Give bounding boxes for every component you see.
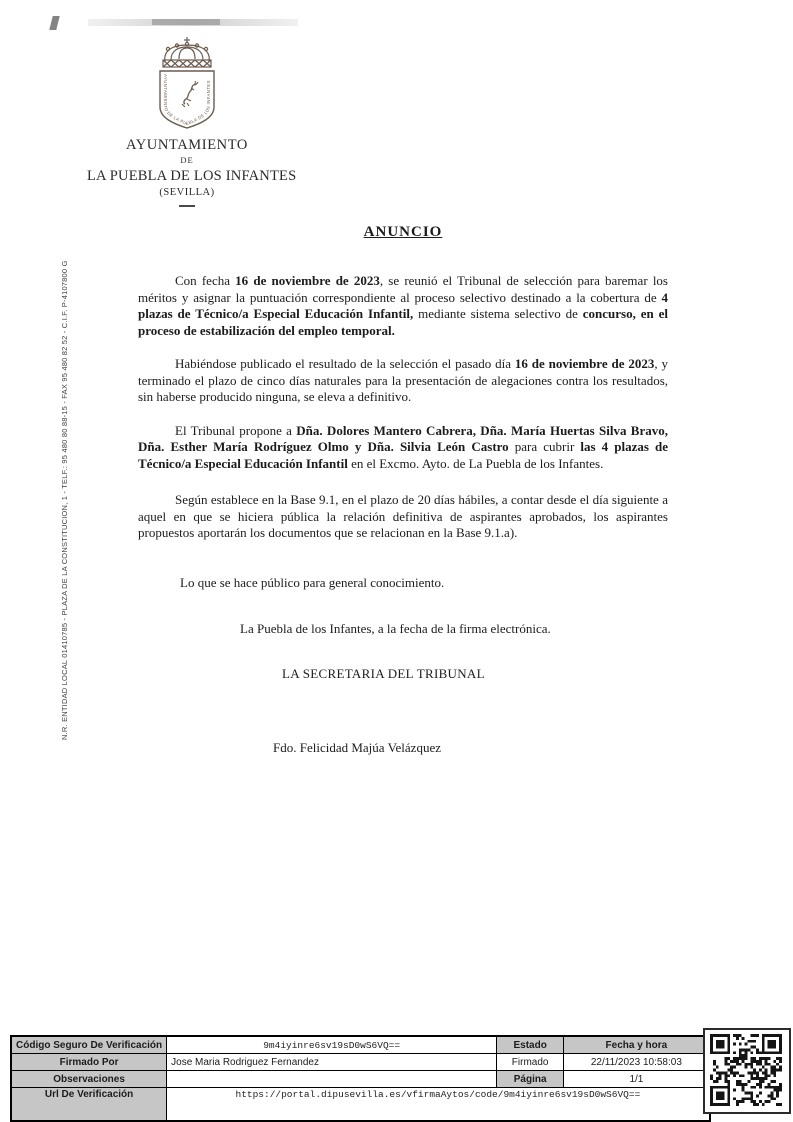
firmado-por-label: Firmado Por bbox=[11, 1054, 167, 1071]
paragraph: Habiéndose publicado el resultado de la selección el pasado día 16 de noviembre de 2023, y terminado el plazo de cinco días naturales para la presentación de alegaciones contra los resultados, sin haberse producido ninguna, se eleva a definitivo. bbox=[138, 356, 669, 404]
org-name-de: DE bbox=[180, 155, 194, 165]
signer-role-line: LA SECRETARIA DEL TRIBUNAL bbox=[282, 665, 485, 681]
entity-registration-sidebar: N.R. ENTIDAD LOCAL 01410785 - PLAZA DE LA CONSTITUCION, 1 - TELF.: 95 480 80 88-15 - FAX 95 480 82 52 - C.I.F. P-4107800 G bbox=[60, 260, 69, 740]
table-row bbox=[11, 1036, 710, 1054]
letterhead bbox=[87, 36, 297, 207]
csv-value: 9m4iyinre6sv19sD0wS6VQ== bbox=[167, 1036, 497, 1054]
coat-of-arms-icon bbox=[155, 36, 219, 130]
url-value: https://portal.dipusevilla.es/vfirmaAytos/code/9m4iyinre6sv19sD0wS6VQ== bbox=[167, 1088, 710, 1122]
scan-corner-mark bbox=[49, 16, 59, 30]
svg-text:AYUNTAMIENTO DE LA PUEBLA DE L bbox=[163, 74, 211, 126]
org-municipality: LA PUEBLA DE LOS INFANTES bbox=[87, 168, 297, 184]
body-paragraphs bbox=[138, 273, 668, 542]
document-body bbox=[138, 224, 668, 756]
paragraph: Según establece en la Base 9.1, en el plazo de 20 días hábiles, a contar desde el día siguiente a aquel en que se hiciera pública la relación definitiva de aspirantes aprobados, los aspirantes propuestos aportarán los documentos que se relacionan en la Base 9.1.a). bbox=[138, 492, 668, 540]
signer-name-line: Fdo. Felicidad Majúa Velázquez bbox=[273, 739, 441, 755]
firmado-por-value: Jose Maria Rodriguez Fernandez bbox=[167, 1054, 497, 1071]
observaciones-value bbox=[167, 1071, 497, 1088]
org-province: (SEVILLA) bbox=[159, 187, 215, 198]
verification-table bbox=[10, 1035, 711, 1122]
url-label: Url De Verificación bbox=[11, 1088, 167, 1122]
fecha-hora-value: 22/11/2023 10:58:03 bbox=[564, 1054, 710, 1071]
fecha-hora-label: Fecha y hora bbox=[564, 1036, 710, 1054]
paragraph: Con fecha 16 de noviembre de 2023, se reunió el Tribunal de selección para baremar los méritos y asignar la puntuación correspondiente al proceso selectivo destinado a la cobertura de 4 plazas de Técnico/a Especial Educación Infantil, mediante sistema selectivo de concurso, en el proceso de estabilización del empleo temporal. bbox=[138, 273, 668, 338]
public-notice-line: Lo que se hace público para general conocimiento. bbox=[180, 574, 445, 590]
estado-label: Estado bbox=[497, 1036, 564, 1054]
seal-text: AYUNTAMIENTO DE LA PUEBLA DE LOS INFANTES bbox=[162, 74, 212, 127]
csv-label: Código Seguro De Verificación bbox=[11, 1036, 167, 1054]
letterhead-dash bbox=[179, 205, 195, 207]
paragraph: El Tribunal propone a Dña. Dolores Mantero Cabrera, Dña. María Huertas Silva Bravo, Dña. Esther María Rodríguez Olmo y Dña. Silvia León Castro para cubrir las 4 plazas de Técnico/a Especial Educación Infantil en el Excmo. Ayto. de La Puebla de los Infantes. bbox=[138, 422, 668, 471]
scan-smudge-dark bbox=[152, 19, 220, 25]
table-row bbox=[11, 1054, 710, 1071]
pagina-value: 1/1 bbox=[564, 1071, 710, 1088]
pagina-label: Página bbox=[497, 1071, 564, 1088]
observaciones-label: Observaciones bbox=[11, 1071, 167, 1088]
table-row bbox=[11, 1071, 710, 1088]
org-name: AYUNTAMIENTO bbox=[125, 137, 249, 153]
qr-code-icon bbox=[703, 1028, 791, 1114]
estado-value: Firmado bbox=[497, 1054, 564, 1071]
place-date-line: La Puebla de los Infantes, a la fecha de la firma electrónica. bbox=[240, 620, 551, 636]
page-title: ANUNCIO bbox=[363, 224, 443, 240]
table-row bbox=[11, 1088, 710, 1122]
